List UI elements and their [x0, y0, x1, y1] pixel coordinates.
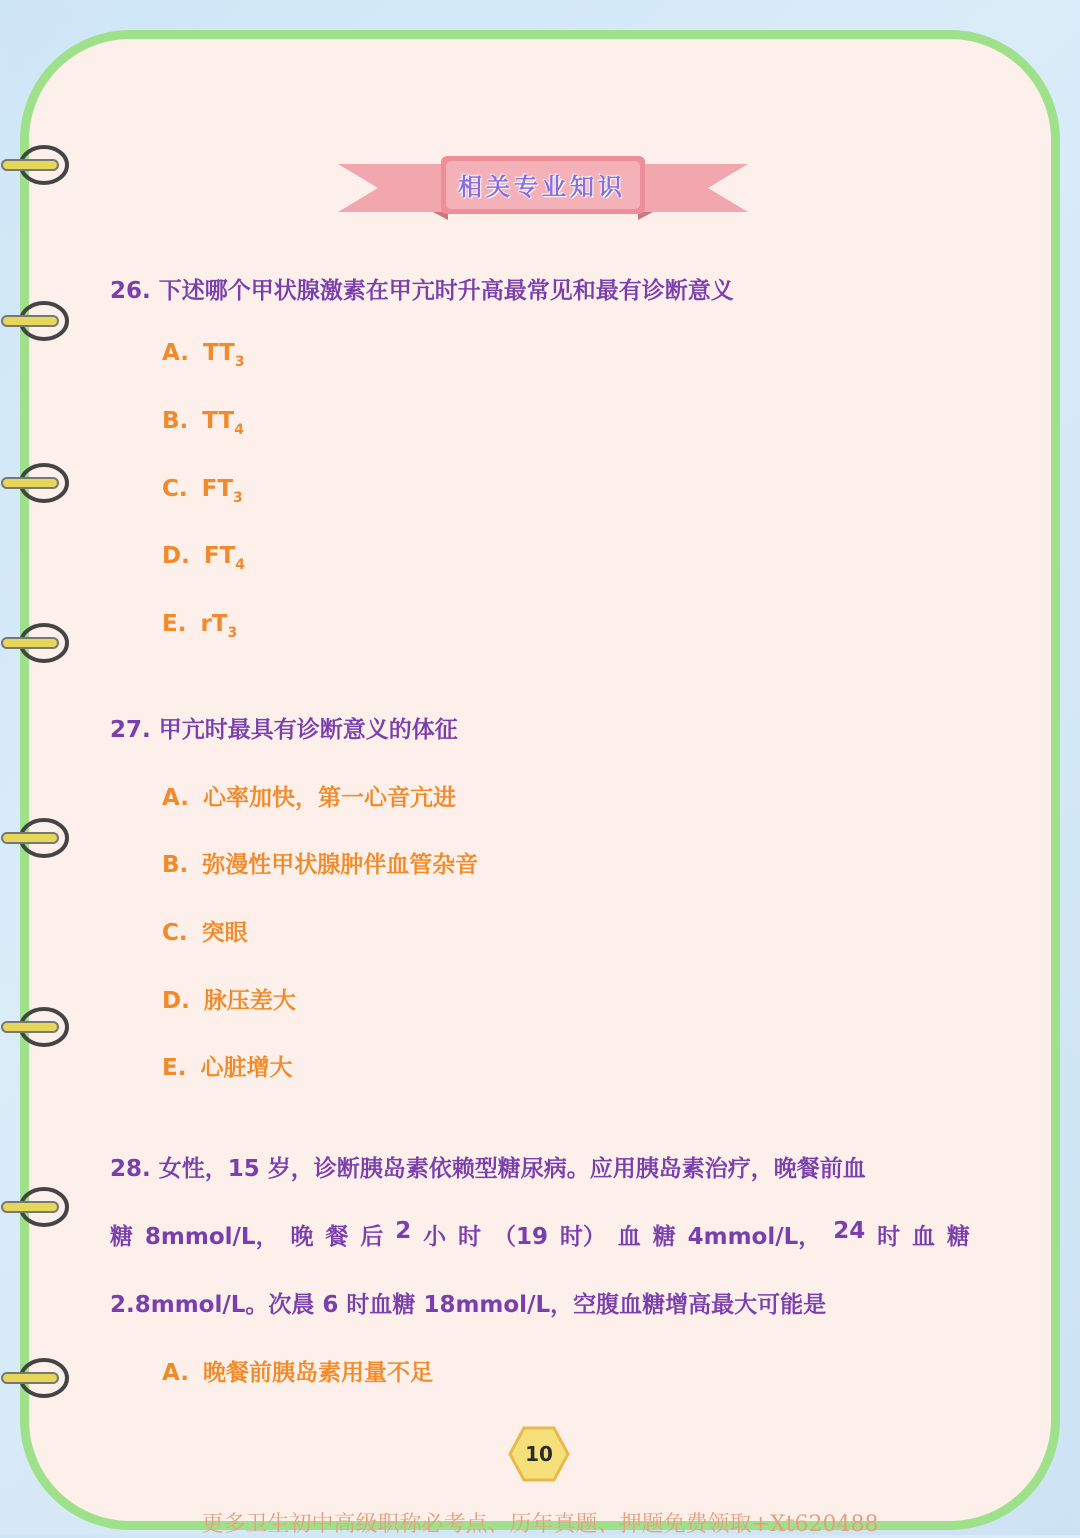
binder-ring-icon [0, 1184, 72, 1230]
option-subscript: 3 [227, 625, 238, 641]
question-26-stem: 26. 下述哪个甲状腺激素在甲亢时升高最常见和最有诊断意义 [110, 278, 734, 304]
option-text: 脉压差大 [203, 988, 296, 1014]
question-28-stem-line1: 28. 女性，15 岁，诊断胰岛素依赖型糖尿病。应用胰岛素治疗，晚餐前血 [110, 1156, 866, 1182]
stem-word: 8mmol/L， [144, 1224, 279, 1250]
option-text: 晚餐前胰岛素用量不足 [202, 1360, 433, 1386]
binder-ring-icon [0, 460, 72, 506]
option-letter: A. [162, 1360, 189, 1386]
question-27-stem: 27. 甲亢时最具有诊断意义的体征 [110, 717, 458, 743]
q28-option-a [162, 1354, 433, 1387]
stem-word: 2 [395, 1218, 412, 1244]
stem-word: 时） [559, 1224, 606, 1250]
stem-word: 糖 [946, 1224, 970, 1250]
option-letter: D. [162, 988, 190, 1014]
option-text: 心率加快，第一心音亢进 [202, 785, 456, 811]
q27-option-b [162, 846, 478, 879]
option-subscript: 3 [233, 490, 243, 506]
stem-word: 小 [423, 1224, 447, 1250]
option-subscript: 4 [234, 422, 244, 438]
stem-word: 糖 [652, 1224, 676, 1250]
stem-word: 后 [360, 1224, 384, 1250]
stem-word: （19 [492, 1224, 548, 1250]
option-text: FT [201, 476, 234, 502]
q26-option-b [162, 408, 244, 438]
option-letter: E. [162, 611, 187, 637]
option-letter: B. [162, 852, 189, 878]
option-text: TT [202, 408, 235, 434]
option-subscript: 3 [234, 354, 245, 370]
option-letter: C. [162, 920, 188, 946]
q26-option-e [162, 611, 237, 641]
binder-ring-icon [0, 815, 72, 861]
question-28-stem-line2 [110, 1218, 970, 1251]
stem-word: 时 [877, 1224, 901, 1250]
stem-word: 餐 [325, 1224, 349, 1250]
section-title: 相关专业知识 [458, 172, 626, 201]
binder-ring-icon [0, 142, 72, 188]
q27-option-d [162, 982, 296, 1015]
binder-ring-icon [0, 1004, 72, 1050]
option-subscript: 4 [235, 557, 245, 573]
q26-option-c [162, 476, 243, 506]
option-text: rT [200, 611, 228, 637]
option-letter: C. [162, 476, 188, 502]
q27-option-a [162, 779, 456, 812]
binder-ring-icon [0, 620, 72, 666]
question-28-stem-line3: 2.8mmol/L。次晨 6 时血糖 18mmol/L，空腹血糖增高最大可能是 [110, 1292, 827, 1318]
option-text: 弥漫性甲状腺肿伴血管杂音 [202, 852, 479, 878]
q27-option-e [162, 1049, 292, 1082]
stem-word: 晚 [290, 1224, 314, 1250]
stem-word: 24 [833, 1218, 866, 1244]
stem-word: 4mmol/L， [687, 1224, 822, 1250]
stem-word: 血 [912, 1224, 936, 1250]
option-text: FT [203, 543, 236, 569]
q26-option-d [162, 543, 245, 573]
option-text: 突眼 [201, 920, 248, 946]
option-letter: B. [162, 408, 189, 434]
page-number: 10 [525, 1442, 553, 1466]
option-text: 心脏增大 [200, 1055, 293, 1081]
footer-watermark: 更多卫生初中高级职称必考点、历年真题、押题免费领取+Xt620488 [201, 1512, 879, 1537]
option-letter: A. [162, 785, 189, 811]
stem-word: 时 [458, 1224, 482, 1250]
stem-word: 糖 [110, 1224, 133, 1250]
stem-word: 血 [617, 1224, 641, 1250]
q27-option-c [162, 914, 248, 947]
option-letter: E. [162, 1055, 187, 1081]
option-letter: A. [162, 340, 189, 366]
option-text: TT [202, 340, 235, 366]
q26-option-a [162, 340, 245, 370]
binder-ring-icon [0, 298, 72, 344]
binder-ring-icon [0, 1355, 72, 1401]
option-letter: D. [162, 543, 190, 569]
